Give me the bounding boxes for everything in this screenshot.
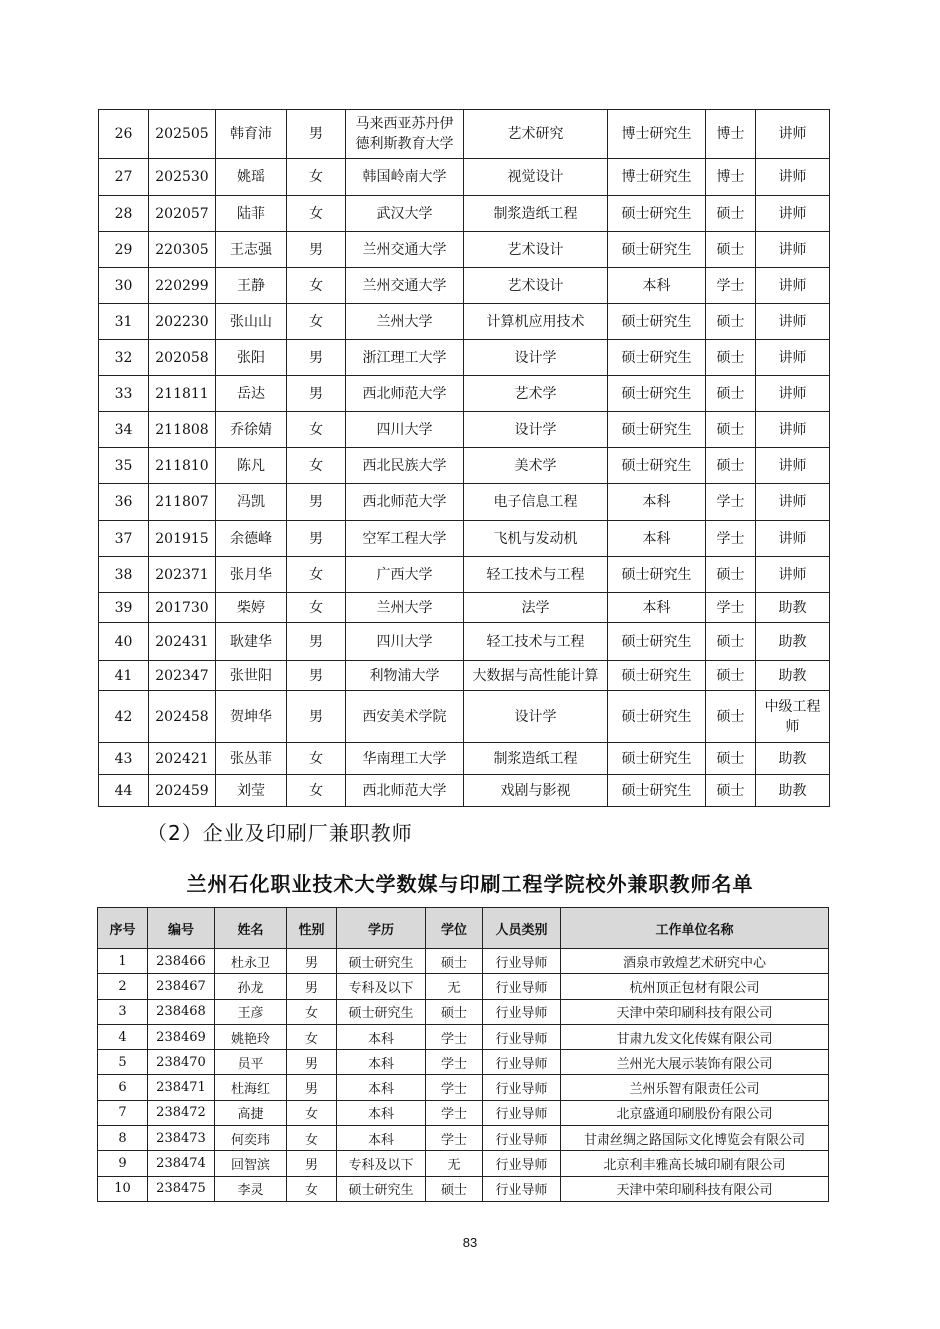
graduate-school-cell: 华南理工大学 <box>346 743 464 775</box>
staff-id-cell: 202431 <box>149 623 216 661</box>
row-number-cell: 5 <box>98 1050 148 1075</box>
major-cell: 设计学 <box>464 412 608 448</box>
staff-id-cell: 238469 <box>148 1024 215 1049</box>
name-cell: 孙龙 <box>215 974 287 999</box>
column-header: 编号 <box>148 908 215 949</box>
gender-cell: 女 <box>287 268 346 304</box>
education-cell: 本科 <box>608 268 706 304</box>
column-header: 学历 <box>337 908 426 949</box>
category-cell: 行业导师 <box>483 1151 561 1176</box>
major-cell: 设计学 <box>464 340 608 376</box>
degree-cell: 硕士 <box>706 775 756 807</box>
title-cell: 讲师 <box>756 110 830 159</box>
major-cell: 法学 <box>464 593 608 623</box>
row-number-cell: 41 <box>99 661 149 691</box>
table-row <box>99 557 830 593</box>
degree-cell: 硕士 <box>706 557 756 593</box>
gender-cell: 女 <box>287 1176 337 1201</box>
title-cell: 讲师 <box>756 268 830 304</box>
name-cell: 王志强 <box>216 232 287 268</box>
row-number-cell: 43 <box>99 743 149 775</box>
title-cell: 讲师 <box>756 159 830 196</box>
employer-cell: 天津中荣印刷科技有限公司 <box>561 1176 829 1201</box>
major-cell: 大数据与高性能计算 <box>464 661 608 691</box>
major-cell: 电子信息工程 <box>464 484 608 521</box>
table-row <box>98 1075 829 1100</box>
name-cell: 何奕玮 <box>215 1126 287 1151</box>
row-number-cell: 3 <box>98 999 148 1024</box>
employer-cell: 兰州乐智有限责任公司 <box>561 1075 829 1100</box>
staff-id-cell: 202058 <box>149 340 216 376</box>
table-row <box>99 268 830 304</box>
education-cell: 本科 <box>337 1126 426 1151</box>
staff-id-cell: 202230 <box>149 304 216 340</box>
staff-id-cell: 220299 <box>149 268 216 304</box>
row-number-cell: 26 <box>99 110 149 159</box>
major-cell: 艺术研究 <box>464 110 608 159</box>
title-cell: 助教 <box>756 743 830 775</box>
name-cell: 冯凯 <box>216 484 287 521</box>
column-header: 性别 <box>287 908 337 949</box>
staff-id-cell: 238470 <box>148 1050 215 1075</box>
gender-cell: 女 <box>287 1024 337 1049</box>
degree-cell: 硕士 <box>426 1176 483 1201</box>
gender-cell: 女 <box>287 999 337 1024</box>
table-row <box>99 196 830 232</box>
degree-cell: 学士 <box>706 593 756 623</box>
staff-id-cell: 202057 <box>149 196 216 232</box>
staff-id-cell: 202347 <box>149 661 216 691</box>
degree-cell: 硕士 <box>426 949 483 974</box>
category-cell: 行业导师 <box>483 949 561 974</box>
degree-cell: 硕士 <box>706 691 756 743</box>
employer-cell: 甘肃九发文化传媒有限公司 <box>561 1024 829 1049</box>
degree-cell: 学士 <box>706 521 756 557</box>
faculty-table <box>98 109 830 807</box>
gender-cell: 男 <box>287 949 337 974</box>
title-cell: 讲师 <box>756 484 830 521</box>
education-cell: 硕士研究生 <box>608 376 706 412</box>
gender-cell: 男 <box>287 1151 337 1176</box>
category-cell: 行业导师 <box>483 1176 561 1201</box>
table-row <box>99 775 830 807</box>
name-cell: 姚艳玲 <box>215 1024 287 1049</box>
category-cell: 行业导师 <box>483 1075 561 1100</box>
row-number-cell: 4 <box>98 1024 148 1049</box>
graduate-school-cell: 西北师范大学 <box>346 775 464 807</box>
name-cell: 陈凡 <box>216 448 287 484</box>
section-heading: （2）企业及印刷厂兼职教师 <box>147 821 413 845</box>
major-cell: 艺术学 <box>464 376 608 412</box>
row-number-cell: 10 <box>98 1176 148 1201</box>
graduate-school-cell: 马来西亚苏丹伊德利斯教育大学 <box>346 110 464 159</box>
gender-cell: 女 <box>287 159 346 196</box>
major-cell: 轻工技术与工程 <box>464 623 608 661</box>
degree-cell: 无 <box>426 1151 483 1176</box>
education-cell: 硕士研究生 <box>337 999 426 1024</box>
education-cell: 硕士研究生 <box>608 304 706 340</box>
row-number-cell: 31 <box>99 304 149 340</box>
degree-cell: 学士 <box>426 1075 483 1100</box>
category-cell: 行业导师 <box>483 999 561 1024</box>
table-row <box>99 593 830 623</box>
employer-cell: 兰州光大展示装饰有限公司 <box>561 1050 829 1075</box>
row-number-cell: 42 <box>99 691 149 743</box>
major-cell: 戏剧与影视 <box>464 775 608 807</box>
graduate-school-cell: 武汉大学 <box>346 196 464 232</box>
table-row <box>99 484 830 521</box>
page-number: 83 <box>462 1235 478 1250</box>
graduate-school-cell: 广西大学 <box>346 557 464 593</box>
row-number-cell: 37 <box>99 521 149 557</box>
major-cell: 美术学 <box>464 448 608 484</box>
degree-cell: 硕士 <box>706 340 756 376</box>
staff-id-cell: 238474 <box>148 1151 215 1176</box>
table-row <box>98 1050 829 1075</box>
education-cell: 硕士研究生 <box>337 949 426 974</box>
table-row <box>99 412 830 448</box>
employer-cell: 杭州顶正包材有限公司 <box>561 974 829 999</box>
education-cell: 博士研究生 <box>608 159 706 196</box>
gender-cell: 男 <box>287 661 346 691</box>
major-cell: 制浆造纸工程 <box>464 743 608 775</box>
degree-cell: 博士 <box>706 110 756 159</box>
parttime-teacher-table <box>97 907 829 1202</box>
row-number-cell: 6 <box>98 1075 148 1100</box>
staff-id-cell: 202458 <box>149 691 216 743</box>
major-cell: 艺术设计 <box>464 268 608 304</box>
row-number-cell: 40 <box>99 623 149 661</box>
education-cell: 硕士研究生 <box>337 1176 426 1201</box>
name-cell: 张月华 <box>216 557 287 593</box>
table-row <box>99 110 830 159</box>
column-header: 姓名 <box>215 908 287 949</box>
column-header: 人员类别 <box>483 908 561 949</box>
gender-cell: 男 <box>287 623 346 661</box>
row-number-cell: 30 <box>99 268 149 304</box>
education-cell: 本科 <box>337 1100 426 1125</box>
table-row <box>99 623 830 661</box>
graduate-school-cell: 兰州大学 <box>346 593 464 623</box>
title-cell: 讲师 <box>756 340 830 376</box>
table-header-row <box>98 908 829 949</box>
major-cell: 视觉设计 <box>464 159 608 196</box>
name-cell: 张阳 <box>216 340 287 376</box>
staff-id-cell: 238473 <box>148 1126 215 1151</box>
staff-id-cell: 238475 <box>148 1176 215 1201</box>
table-row <box>99 232 830 268</box>
staff-id-cell: 202371 <box>149 557 216 593</box>
major-cell: 轻工技术与工程 <box>464 557 608 593</box>
employer-cell: 酒泉市敦煌艺术研究中心 <box>561 949 829 974</box>
employer-cell: 甘肃丝绸之路国际文化博览会有限公司 <box>561 1126 829 1151</box>
education-cell: 硕士研究生 <box>608 232 706 268</box>
major-cell: 艺术设计 <box>464 232 608 268</box>
education-cell: 博士研究生 <box>608 110 706 159</box>
table-row <box>98 1126 829 1151</box>
title-cell: 讲师 <box>756 376 830 412</box>
table-row <box>99 743 830 775</box>
degree-cell: 学士 <box>706 484 756 521</box>
name-cell: 李灵 <box>215 1176 287 1201</box>
education-cell: 本科 <box>608 484 706 521</box>
name-cell: 王彦 <box>215 999 287 1024</box>
gender-cell: 男 <box>287 974 337 999</box>
row-number-cell: 32 <box>99 340 149 376</box>
degree-cell: 硕士 <box>706 232 756 268</box>
education-cell: 硕士研究生 <box>608 775 706 807</box>
major-cell: 飞机与发动机 <box>464 521 608 557</box>
education-cell: 本科 <box>337 1050 426 1075</box>
degree-cell: 硕士 <box>426 999 483 1024</box>
staff-id-cell: 202421 <box>149 743 216 775</box>
row-number-cell: 1 <box>98 949 148 974</box>
major-cell: 设计学 <box>464 691 608 743</box>
education-cell: 硕士研究生 <box>608 412 706 448</box>
name-cell: 张山山 <box>216 304 287 340</box>
column-header: 工作单位名称 <box>561 908 829 949</box>
gender-cell: 女 <box>287 743 346 775</box>
row-number-cell: 44 <box>99 775 149 807</box>
gender-cell: 男 <box>287 1075 337 1100</box>
title-cell: 讲师 <box>756 232 830 268</box>
education-cell: 硕士研究生 <box>608 340 706 376</box>
name-cell: 余德峰 <box>216 521 287 557</box>
staff-id-cell: 202459 <box>149 775 216 807</box>
name-cell: 张丛菲 <box>216 743 287 775</box>
name-cell: 乔徐婧 <box>216 412 287 448</box>
education-cell: 硕士研究生 <box>608 196 706 232</box>
title-cell: 讲师 <box>756 196 830 232</box>
gender-cell: 男 <box>287 691 346 743</box>
degree-cell: 硕士 <box>706 412 756 448</box>
education-cell: 硕士研究生 <box>608 557 706 593</box>
parttime-table-title: 兰州石化职业技术大学数媒与印刷工程学院校外兼职教师名单 <box>186 872 754 896</box>
row-number-cell: 35 <box>99 448 149 484</box>
education-cell: 专科及以下 <box>337 1151 426 1176</box>
staff-id-cell: 211807 <box>149 484 216 521</box>
title-cell: 助教 <box>756 661 830 691</box>
education-cell: 硕士研究生 <box>608 448 706 484</box>
row-number-cell: 7 <box>98 1100 148 1125</box>
degree-cell: 无 <box>426 974 483 999</box>
gender-cell: 男 <box>287 484 346 521</box>
graduate-school-cell: 四川大学 <box>346 412 464 448</box>
employer-cell: 北京利丰雅高长城印刷有限公司 <box>561 1151 829 1176</box>
staff-id-cell: 238472 <box>148 1100 215 1125</box>
table-row <box>98 1024 829 1049</box>
name-cell: 耿建华 <box>216 623 287 661</box>
gender-cell: 女 <box>287 593 346 623</box>
graduate-school-cell: 浙江理工大学 <box>346 340 464 376</box>
row-number-cell: 39 <box>99 593 149 623</box>
name-cell: 岳达 <box>216 376 287 412</box>
gender-cell: 男 <box>287 340 346 376</box>
education-cell: 硕士研究生 <box>608 623 706 661</box>
title-cell: 讲师 <box>756 521 830 557</box>
row-number-cell: 36 <box>99 484 149 521</box>
table-row <box>99 376 830 412</box>
name-cell: 姚瑶 <box>216 159 287 196</box>
degree-cell: 硕士 <box>706 743 756 775</box>
name-cell: 王静 <box>216 268 287 304</box>
graduate-school-cell: 利物浦大学 <box>346 661 464 691</box>
staff-id-cell: 211808 <box>149 412 216 448</box>
graduate-school-cell: 兰州交通大学 <box>346 268 464 304</box>
education-cell: 本科 <box>608 521 706 557</box>
staff-id-cell: 202530 <box>149 159 216 196</box>
column-header: 学位 <box>426 908 483 949</box>
degree-cell: 学士 <box>426 1024 483 1049</box>
title-cell: 讲师 <box>756 448 830 484</box>
name-cell: 柴婷 <box>216 593 287 623</box>
education-cell: 硕士研究生 <box>608 691 706 743</box>
employer-cell: 北京盛通印刷股份有限公司 <box>561 1100 829 1125</box>
education-cell: 本科 <box>608 593 706 623</box>
row-number-cell: 2 <box>98 974 148 999</box>
degree-cell: 学士 <box>706 268 756 304</box>
row-number-cell: 38 <box>99 557 149 593</box>
column-header: 序号 <box>98 908 148 949</box>
name-cell: 韩育沛 <box>216 110 287 159</box>
major-cell: 制浆造纸工程 <box>464 196 608 232</box>
education-cell: 硕士研究生 <box>608 743 706 775</box>
name-cell: 回智滨 <box>215 1151 287 1176</box>
gender-cell: 女 <box>287 196 346 232</box>
graduate-school-cell: 四川大学 <box>346 623 464 661</box>
name-cell: 高捷 <box>215 1100 287 1125</box>
graduate-school-cell: 空军工程大学 <box>346 521 464 557</box>
title-cell: 讲师 <box>756 557 830 593</box>
degree-cell: 硕士 <box>706 661 756 691</box>
gender-cell: 女 <box>287 1100 337 1125</box>
gender-cell: 女 <box>287 557 346 593</box>
degree-cell: 硕士 <box>706 196 756 232</box>
title-cell: 讲师 <box>756 304 830 340</box>
table-row <box>98 1100 829 1125</box>
gender-cell: 女 <box>287 775 346 807</box>
degree-cell: 硕士 <box>706 448 756 484</box>
staff-id-cell: 201730 <box>149 593 216 623</box>
row-number-cell: 34 <box>99 412 149 448</box>
degree-cell: 硕士 <box>706 304 756 340</box>
name-cell: 贺坤华 <box>216 691 287 743</box>
staff-id-cell: 220305 <box>149 232 216 268</box>
staff-id-cell: 238471 <box>148 1075 215 1100</box>
staff-id-cell: 211810 <box>149 448 216 484</box>
table-row <box>99 521 830 557</box>
table-row <box>99 448 830 484</box>
table-row <box>98 1151 829 1176</box>
education-cell: 硕士研究生 <box>608 661 706 691</box>
graduate-school-cell: 兰州大学 <box>346 304 464 340</box>
degree-cell: 学士 <box>426 1050 483 1075</box>
gender-cell: 男 <box>287 110 346 159</box>
title-cell: 讲师 <box>756 412 830 448</box>
graduate-school-cell: 西北师范大学 <box>346 484 464 521</box>
staff-id-cell: 211811 <box>149 376 216 412</box>
degree-cell: 学士 <box>426 1126 483 1151</box>
graduate-school-cell: 西北师范大学 <box>346 376 464 412</box>
staff-id-cell: 238468 <box>148 999 215 1024</box>
name-cell: 张世阳 <box>216 661 287 691</box>
degree-cell: 硕士 <box>706 376 756 412</box>
name-cell: 杜永卫 <box>215 949 287 974</box>
table-row <box>99 304 830 340</box>
title-cell: 助教 <box>756 623 830 661</box>
gender-cell: 女 <box>287 448 346 484</box>
title-cell: 助教 <box>756 775 830 807</box>
category-cell: 行业导师 <box>483 1100 561 1125</box>
education-cell: 本科 <box>337 1075 426 1100</box>
staff-id-cell: 202505 <box>149 110 216 159</box>
graduate-school-cell: 韩国岭南大学 <box>346 159 464 196</box>
degree-cell: 学士 <box>426 1100 483 1125</box>
education-cell: 专科及以下 <box>337 974 426 999</box>
row-number-cell: 27 <box>99 159 149 196</box>
gender-cell: 男 <box>287 232 346 268</box>
table-row <box>99 159 830 196</box>
graduate-school-cell: 西北民族大学 <box>346 448 464 484</box>
name-cell: 杜海红 <box>215 1075 287 1100</box>
major-cell: 计算机应用技术 <box>464 304 608 340</box>
row-number-cell: 33 <box>99 376 149 412</box>
category-cell: 行业导师 <box>483 1050 561 1075</box>
staff-id-cell: 201915 <box>149 521 216 557</box>
staff-id-cell: 238467 <box>148 974 215 999</box>
table-row <box>99 691 830 743</box>
gender-cell: 男 <box>287 376 346 412</box>
row-number-cell: 29 <box>99 232 149 268</box>
category-cell: 行业导师 <box>483 974 561 999</box>
gender-cell: 女 <box>287 304 346 340</box>
education-cell: 本科 <box>337 1024 426 1049</box>
degree-cell: 硕士 <box>706 623 756 661</box>
name-cell: 陆菲 <box>216 196 287 232</box>
staff-id-cell: 238466 <box>148 949 215 974</box>
category-cell: 行业导师 <box>483 1126 561 1151</box>
title-cell: 中级工程师 <box>756 691 830 743</box>
gender-cell: 男 <box>287 521 346 557</box>
row-number-cell: 9 <box>98 1151 148 1176</box>
table-row <box>99 661 830 691</box>
gender-cell: 男 <box>287 1050 337 1075</box>
name-cell: 刘莹 <box>216 775 287 807</box>
graduate-school-cell: 兰州交通大学 <box>346 232 464 268</box>
degree-cell: 博士 <box>706 159 756 196</box>
table-row <box>98 974 829 999</box>
table-row <box>99 340 830 376</box>
table-row <box>98 999 829 1024</box>
row-number-cell: 28 <box>99 196 149 232</box>
title-cell: 助教 <box>756 593 830 623</box>
table-row <box>98 1176 829 1201</box>
gender-cell: 女 <box>287 1126 337 1151</box>
row-number-cell: 8 <box>98 1126 148 1151</box>
employer-cell: 天津中荣印刷科技有限公司 <box>561 999 829 1024</box>
name-cell: 员平 <box>215 1050 287 1075</box>
category-cell: 行业导师 <box>483 1024 561 1049</box>
table-row <box>98 949 829 974</box>
gender-cell: 女 <box>287 412 346 448</box>
graduate-school-cell: 西安美术学院 <box>346 691 464 743</box>
